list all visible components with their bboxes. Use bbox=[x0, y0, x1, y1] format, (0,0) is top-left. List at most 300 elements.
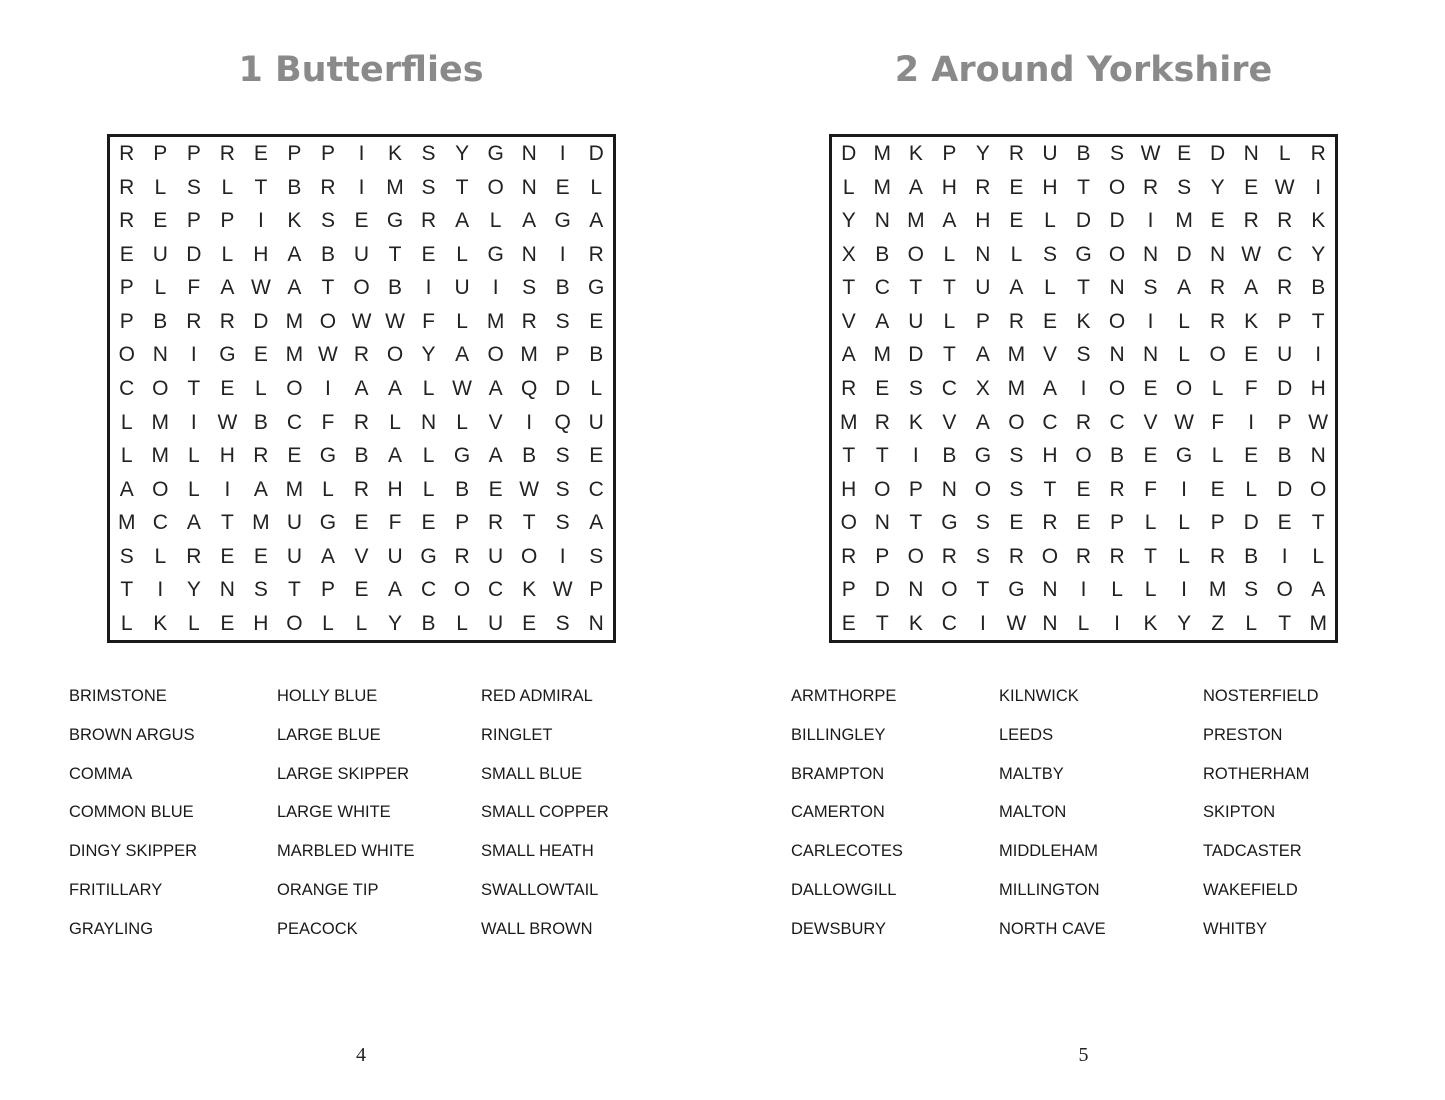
grid-letter: S bbox=[1009, 477, 1024, 501]
word-list-item: LARGE BLUE bbox=[277, 725, 381, 744]
grid-letter: G bbox=[319, 511, 337, 535]
grid-letter: L bbox=[1211, 444, 1224, 468]
grid-letter: H bbox=[841, 477, 857, 501]
grid-letter: A bbox=[320, 544, 335, 568]
grid-letter: U bbox=[1277, 343, 1293, 367]
grid-letter: P bbox=[153, 142, 168, 166]
word-list-item: NOSTERFIELD bbox=[1203, 687, 1319, 705]
grid-letter: A bbox=[875, 309, 890, 333]
grid-letter: R bbox=[353, 410, 370, 434]
grid-letter: I bbox=[1080, 578, 1087, 602]
grid-letter: W bbox=[1241, 242, 1262, 266]
word-list-item: CARLECOTES bbox=[791, 842, 903, 861]
grid-letter: L bbox=[221, 242, 234, 266]
grid-letter: S bbox=[975, 511, 990, 535]
grid-letter: U bbox=[286, 511, 302, 535]
grid-letter: I bbox=[325, 376, 331, 400]
grid-letter: C bbox=[286, 410, 302, 434]
grid-letter: E bbox=[253, 544, 268, 568]
grid-letter: O bbox=[874, 477, 891, 501]
grid-letter: S bbox=[555, 309, 570, 333]
grid-letter: M bbox=[520, 343, 538, 367]
grid-letter: I bbox=[1147, 209, 1154, 233]
grid-letter: E bbox=[1277, 511, 1292, 535]
grid-letter: E bbox=[488, 477, 503, 501]
grid-letter: N bbox=[1142, 343, 1159, 367]
grid-letter: N bbox=[152, 343, 168, 367]
grid-letter: L bbox=[590, 376, 603, 400]
grid-letter: R bbox=[1210, 309, 1226, 333]
grid-letter: R bbox=[1109, 544, 1125, 568]
grid-letter: A bbox=[253, 477, 268, 501]
grid-letter: N bbox=[975, 242, 991, 266]
grid-letter: T bbox=[321, 276, 335, 300]
grid-letter: I bbox=[1248, 410, 1255, 434]
word-list-item: KILNWICK bbox=[999, 687, 1079, 705]
grid-letter: D bbox=[1277, 477, 1293, 501]
grid-letter: A bbox=[287, 242, 302, 266]
grid-letter: C bbox=[119, 376, 135, 400]
grid-letter: Y bbox=[421, 343, 436, 367]
grid-letter: Z bbox=[1211, 611, 1225, 635]
grid-letter: R bbox=[1075, 410, 1092, 434]
grid-letter: I bbox=[257, 209, 264, 233]
grid-letter: L bbox=[187, 477, 200, 501]
grid-letter: I bbox=[224, 477, 231, 501]
grid-letter: M bbox=[118, 511, 136, 535]
grid-letter: I bbox=[559, 242, 566, 266]
grid-letter: K bbox=[908, 410, 923, 434]
grid-letter: D bbox=[874, 578, 890, 602]
grid-letter: A bbox=[388, 578, 403, 602]
grid-letter: P bbox=[875, 544, 890, 568]
grid-letter: R bbox=[1142, 175, 1159, 199]
grid-letter: E bbox=[555, 175, 570, 199]
grid-letter: E bbox=[1244, 444, 1259, 468]
grid-letter: L bbox=[1245, 477, 1257, 501]
word-list-item: BRIMSTONE bbox=[69, 687, 167, 705]
grid-letter: O bbox=[941, 578, 958, 602]
letter-grid bbox=[107, 134, 616, 643]
grid-letter: O bbox=[1108, 242, 1126, 266]
grid-letter: K bbox=[1311, 209, 1326, 233]
grid-letter: T bbox=[909, 511, 923, 535]
word-list-item: LARGE SKIPPER bbox=[277, 764, 410, 783]
grid-letter: S bbox=[1177, 175, 1192, 199]
word-list-item: HOLLY BLUE bbox=[277, 687, 378, 705]
grid-letter: T bbox=[1077, 175, 1090, 199]
grid-letter: N bbox=[521, 142, 537, 166]
grid-letter: D bbox=[588, 142, 604, 166]
grid-letter: A bbox=[488, 376, 503, 400]
grid-letter: Y bbox=[1311, 242, 1326, 266]
grid-letter: H bbox=[1310, 376, 1326, 400]
grid-letter: Q bbox=[520, 376, 538, 400]
grid-letter: R bbox=[119, 209, 135, 233]
grid-letter: L bbox=[1178, 343, 1190, 367]
grid-letter: P bbox=[455, 511, 470, 535]
grid-letter: Y bbox=[975, 142, 990, 166]
grid-letter: M bbox=[285, 477, 304, 501]
grid-letter: U bbox=[152, 242, 168, 266]
grid-letter: S bbox=[1244, 578, 1259, 602]
grid-letter: G bbox=[386, 209, 404, 233]
grid-letter: L bbox=[456, 410, 468, 434]
grid-letter: P bbox=[1110, 511, 1125, 535]
grid-letter: L bbox=[456, 309, 468, 333]
grid-letter: B bbox=[522, 444, 537, 468]
grid-letter: S bbox=[555, 611, 570, 635]
grid-letter: E bbox=[1177, 142, 1192, 166]
puzzle-page-left bbox=[0, 0, 722, 1100]
grid-letter: M bbox=[873, 343, 892, 367]
grid-letter: X bbox=[975, 376, 990, 400]
grid-letter: R bbox=[1277, 209, 1293, 233]
grid-letter: L bbox=[590, 175, 603, 199]
grid-letter: N bbox=[1210, 242, 1226, 266]
grid-letter: P bbox=[1277, 410, 1292, 434]
word-list-item: WALL BROWN bbox=[481, 919, 593, 938]
grid-letter: B bbox=[1076, 142, 1091, 166]
grid-letter: S bbox=[555, 477, 570, 501]
grid-letter: R bbox=[1075, 544, 1092, 568]
word-column bbox=[1203, 687, 1319, 959]
grid-letter: D bbox=[841, 142, 857, 166]
grid-letter: A bbox=[388, 376, 403, 400]
grid-letter: W bbox=[250, 276, 271, 300]
word-list-item: TADCASTER bbox=[1203, 842, 1302, 861]
grid-letter: A bbox=[186, 511, 201, 535]
grid-letter: W bbox=[351, 309, 372, 333]
grid-letter: F bbox=[422, 309, 435, 333]
grid-letter: R bbox=[521, 309, 537, 333]
grid-letter: I bbox=[492, 276, 499, 300]
grid-letter: T bbox=[522, 511, 536, 535]
word-column bbox=[791, 687, 903, 959]
grid-letter: U bbox=[975, 276, 991, 300]
grid-letter: Y bbox=[1177, 611, 1192, 635]
grid-letter: I bbox=[358, 142, 365, 166]
grid-letter: B bbox=[1277, 444, 1292, 468]
grid-letter: E bbox=[1210, 477, 1225, 501]
grid-letter: C bbox=[941, 611, 957, 635]
grid-letter: R bbox=[119, 142, 135, 166]
word-list-item: SMALL COPPER bbox=[481, 803, 609, 822]
grid-letter: T bbox=[1077, 276, 1090, 300]
grid-letter: N bbox=[874, 209, 890, 233]
grid-letter: G bbox=[420, 544, 437, 568]
grid-letter: N bbox=[1243, 142, 1259, 166]
grid-letter: V bbox=[841, 309, 856, 333]
grid-letter: O bbox=[1108, 309, 1126, 333]
grid-letter: S bbox=[186, 175, 201, 199]
grid-letter: U bbox=[454, 276, 470, 300]
grid-letter: K bbox=[908, 142, 923, 166]
grid-letter: F bbox=[1211, 410, 1225, 434]
grid-letter: R bbox=[454, 544, 470, 568]
grid-letter: R bbox=[219, 309, 235, 333]
grid-letter: P bbox=[841, 578, 856, 602]
word-list-item: RED ADMIRAL bbox=[481, 687, 593, 705]
grid-letter: E bbox=[1042, 309, 1057, 333]
grid-letter: C bbox=[941, 376, 957, 400]
page-number: 4 bbox=[356, 1044, 366, 1066]
grid-letter: Y bbox=[841, 209, 856, 233]
grid-letter: H bbox=[387, 477, 403, 501]
grid-letter: N bbox=[874, 511, 890, 535]
grid-letter: L bbox=[1144, 511, 1157, 535]
grid-letter: A bbox=[1042, 376, 1057, 400]
grid-letter: O bbox=[453, 578, 471, 602]
grid-letter: W bbox=[1174, 410, 1194, 434]
grid-letter: R bbox=[1109, 477, 1125, 501]
grid-letter: E bbox=[220, 376, 235, 400]
grid-letter: N bbox=[588, 611, 604, 635]
grid-letter: L bbox=[154, 276, 167, 300]
grid-letter: L bbox=[322, 477, 334, 501]
word-list-item: GRAYLING bbox=[69, 919, 154, 938]
grid-letter: N bbox=[521, 242, 537, 266]
grid-letter: T bbox=[220, 511, 234, 535]
grid-letter: K bbox=[287, 209, 302, 233]
grid-letter: E bbox=[875, 376, 890, 400]
grid-letter: T bbox=[388, 242, 402, 266]
grid-letter: M bbox=[1007, 343, 1026, 367]
grid-letter: N bbox=[420, 410, 437, 434]
grid-letter: M bbox=[840, 410, 858, 434]
grid-letter: L bbox=[322, 611, 334, 635]
grid-letter: L bbox=[1211, 376, 1224, 400]
grid-letter: R bbox=[1210, 544, 1226, 568]
grid-letter: L bbox=[1144, 578, 1157, 602]
grid-letter: B bbox=[1110, 444, 1125, 468]
grid-letter: O bbox=[1175, 376, 1193, 400]
grid-letter: L bbox=[422, 376, 435, 400]
word-list-item: LEEDS bbox=[999, 725, 1054, 744]
grid-letter: T bbox=[1278, 611, 1292, 635]
grid-letter: I bbox=[190, 343, 197, 367]
grid-letter: O bbox=[1276, 578, 1293, 602]
grid-letter: P bbox=[220, 209, 235, 233]
grid-letter: S bbox=[555, 511, 570, 535]
grid-letter: E bbox=[421, 511, 436, 535]
grid-letter: Y bbox=[455, 142, 470, 166]
word-list-item: SWALLOWTAIL bbox=[481, 880, 599, 899]
grid-letter: M bbox=[151, 410, 170, 434]
grid-letter: K bbox=[522, 578, 537, 602]
word-list-item: MALTBY bbox=[999, 764, 1064, 783]
grid-letter: L bbox=[456, 242, 468, 266]
grid-letter: M bbox=[285, 309, 304, 333]
grid-letter: P bbox=[186, 209, 201, 233]
grid-letter: V bbox=[488, 410, 503, 434]
grid-letter: M bbox=[285, 343, 304, 367]
grid-letter: G bbox=[554, 209, 571, 233]
grid-letter: L bbox=[1044, 276, 1056, 300]
grid-letter: N bbox=[908, 578, 924, 602]
word-list-item: MIDDLEHAM bbox=[999, 842, 1099, 861]
grid-letter: O bbox=[1075, 444, 1092, 468]
grid-letter: R bbox=[1210, 276, 1226, 300]
grid-letter: O bbox=[1008, 410, 1025, 434]
grid-letter: P bbox=[119, 276, 134, 300]
grid-letter: V bbox=[942, 410, 957, 434]
grid-letter: Q bbox=[554, 410, 571, 434]
grid-letter: E bbox=[1143, 376, 1158, 400]
grid-letter: C bbox=[588, 477, 604, 501]
grid-letter: P bbox=[1210, 511, 1225, 535]
grid-letter: W bbox=[318, 343, 338, 367]
grid-letter: O bbox=[974, 477, 992, 501]
grid-letter: T bbox=[455, 175, 469, 199]
grid-letter: M bbox=[1208, 578, 1227, 602]
word-column bbox=[69, 687, 197, 959]
grid-letter: N bbox=[1310, 444, 1326, 468]
grid-letter: L bbox=[943, 309, 956, 333]
grid-letter: N bbox=[1109, 343, 1125, 367]
grid-letter: L bbox=[943, 242, 956, 266]
grid-letter: S bbox=[589, 544, 604, 568]
grid-letter: W bbox=[385, 309, 405, 333]
grid-letter: T bbox=[942, 276, 956, 300]
grid-letter: L bbox=[489, 209, 502, 233]
word-column bbox=[277, 687, 415, 959]
grid-letter: R bbox=[841, 376, 857, 400]
grid-letter: P bbox=[975, 309, 990, 333]
grid-letter: B bbox=[942, 444, 957, 468]
grid-letter: E bbox=[119, 242, 134, 266]
grid-letter: B bbox=[253, 410, 268, 434]
grid-letter: P bbox=[942, 142, 957, 166]
grid-letter: A bbox=[287, 276, 302, 300]
grid-letter: A bbox=[522, 209, 537, 233]
grid-letter: L bbox=[1111, 578, 1123, 602]
grid-letter: E bbox=[1244, 343, 1259, 367]
grid-letter: P bbox=[287, 142, 302, 166]
grid-letter: E bbox=[841, 611, 856, 635]
grid-letter: G bbox=[1008, 578, 1025, 602]
grid-letter: L bbox=[120, 444, 133, 468]
grid-letter: T bbox=[842, 444, 856, 468]
grid-letter: R bbox=[186, 309, 202, 333]
grid-letter: G bbox=[219, 343, 236, 367]
grid-letter: D bbox=[555, 376, 571, 400]
word-list-item: FRITILLARY bbox=[69, 880, 163, 899]
grid-letter: I bbox=[425, 276, 432, 300]
grid-letter: S bbox=[1009, 444, 1024, 468]
grid-letter: R bbox=[975, 175, 991, 199]
grid-letter: L bbox=[154, 544, 167, 568]
grid-letter: M bbox=[873, 142, 892, 166]
word-list-item: DINGY SKIPPER bbox=[69, 842, 198, 861]
grid-letter: L bbox=[355, 611, 368, 635]
grid-letter: S bbox=[119, 544, 134, 568]
grid-letter: D bbox=[186, 242, 202, 266]
grid-letter: T bbox=[875, 444, 889, 468]
grid-letter: E bbox=[522, 611, 537, 635]
puzzle-page-right bbox=[722, 0, 1445, 1100]
grid-letter: R bbox=[186, 544, 202, 568]
grid-letter: T bbox=[1043, 477, 1057, 501]
grid-letter: P bbox=[119, 309, 134, 333]
grid-letter: O bbox=[286, 376, 303, 400]
grid-letter: F bbox=[187, 276, 201, 300]
grid-letter: U bbox=[488, 544, 504, 568]
grid-letter: O bbox=[118, 343, 135, 367]
grid-letter: S bbox=[555, 444, 570, 468]
grid-letter: S bbox=[421, 175, 436, 199]
grid-letter: C bbox=[874, 276, 890, 300]
grid-letter: M bbox=[252, 511, 270, 535]
grid-letter: H bbox=[1042, 444, 1058, 468]
grid-letter: U bbox=[387, 544, 403, 568]
grid-letter: M bbox=[1175, 209, 1193, 233]
grid-letter: R bbox=[874, 410, 890, 434]
grid-letter: O bbox=[152, 376, 169, 400]
grid-letter: H bbox=[1042, 175, 1058, 199]
grid-letter: O bbox=[319, 309, 337, 333]
grid-letter: P bbox=[589, 578, 604, 602]
grid-letter: L bbox=[842, 175, 855, 199]
grid-letter: E bbox=[589, 309, 604, 333]
grid-letter: M bbox=[1007, 376, 1026, 400]
word-list-item: MARBLED WHITE bbox=[277, 842, 415, 861]
grid-letter: O bbox=[152, 477, 169, 501]
grid-letter: B bbox=[1244, 544, 1259, 568]
word-list-item: COMMON BLUE bbox=[69, 803, 194, 822]
grid-letter: C bbox=[488, 578, 504, 602]
grid-letter: R bbox=[353, 343, 370, 367]
grid-letter: P bbox=[908, 477, 923, 501]
grid-letter: T bbox=[254, 175, 268, 199]
grid-letter: E bbox=[153, 209, 168, 233]
grid-letter: A bbox=[354, 376, 369, 400]
word-list-item: BRAMPTON bbox=[791, 764, 885, 783]
grid-letter: M bbox=[1309, 611, 1327, 635]
grid-letter: W bbox=[1006, 611, 1027, 635]
grid-letter: U bbox=[353, 242, 370, 266]
grid-letter: O bbox=[1209, 343, 1226, 367]
grid-letter: I bbox=[190, 410, 197, 434]
grid-letter: H bbox=[975, 209, 991, 233]
grid-letter: O bbox=[353, 276, 370, 300]
grid-letter: W bbox=[1308, 410, 1329, 434]
grid-letter: I bbox=[1181, 578, 1188, 602]
grid-letter: S bbox=[1076, 343, 1091, 367]
grid-letter: I bbox=[526, 410, 533, 434]
grid-letter: G bbox=[1075, 242, 1092, 266]
grid-letter: R bbox=[420, 209, 437, 233]
word-list bbox=[69, 687, 669, 967]
grid-letter: L bbox=[1312, 544, 1325, 568]
grid-letter: E bbox=[1009, 209, 1024, 233]
grid-letter: A bbox=[841, 343, 856, 367]
word-column bbox=[999, 687, 1106, 959]
grid-letter: I bbox=[1114, 611, 1120, 635]
grid-letter: E bbox=[1076, 477, 1091, 501]
grid-letter: L bbox=[255, 376, 267, 400]
grid-letter: R bbox=[219, 142, 235, 166]
grid-letter: S bbox=[1143, 276, 1158, 300]
grid-letter: D bbox=[1277, 376, 1293, 400]
grid-letter: W bbox=[552, 578, 573, 602]
grid-letter: T bbox=[842, 276, 856, 300]
grid-letter: H bbox=[253, 611, 269, 635]
grid-letter: S bbox=[421, 142, 436, 166]
grid-letter: R bbox=[353, 477, 370, 501]
grid-letter: L bbox=[187, 444, 200, 468]
grid-letter: S bbox=[975, 544, 990, 568]
